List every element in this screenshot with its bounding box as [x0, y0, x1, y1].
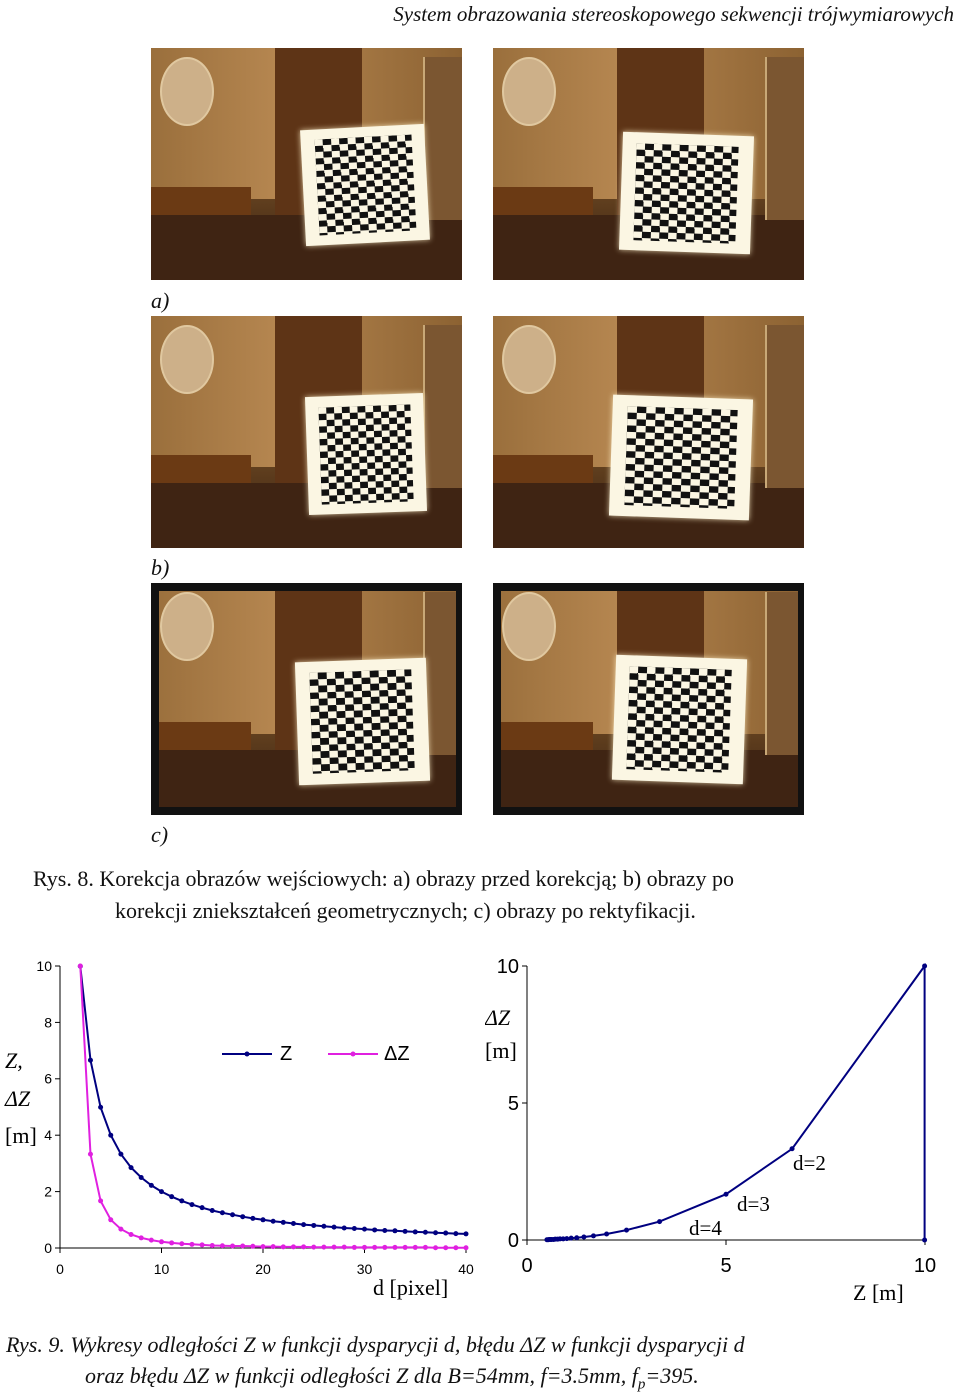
- data-point: [291, 1221, 296, 1226]
- data-point: [108, 1133, 113, 1138]
- data-point: [311, 1223, 316, 1228]
- figure9-caption-line2: [85, 1361, 699, 1399]
- data-point: [724, 1192, 729, 1197]
- data-point: [342, 1225, 347, 1230]
- data-point: [321, 1245, 326, 1250]
- data-point: [423, 1245, 428, 1250]
- data-point: [189, 1202, 194, 1207]
- data-point: [230, 1212, 235, 1217]
- label-c: c): [151, 822, 169, 847]
- legend-z: Z: [280, 1043, 293, 1065]
- data-point: [581, 1234, 586, 1239]
- data-point: [240, 1244, 245, 1249]
- data-point: [200, 1205, 205, 1210]
- data-point: [392, 1245, 397, 1250]
- data-point: [362, 1245, 367, 1250]
- data-point: [169, 1240, 174, 1245]
- data-point: [433, 1245, 438, 1250]
- photo-b-left: [151, 316, 462, 548]
- data-point: [332, 1225, 337, 1230]
- data-point: [98, 1105, 103, 1110]
- data-point: [271, 1219, 276, 1224]
- data-point: [159, 1239, 164, 1244]
- data-point: [382, 1228, 387, 1233]
- y-tick-label: 10: [36, 957, 52, 974]
- data-point: [413, 1245, 418, 1250]
- data-point: [129, 1165, 134, 1170]
- x-tick-label: 20: [255, 1261, 271, 1277]
- left-xlabel: d [pixel]: [373, 1275, 449, 1300]
- data-point: [382, 1245, 387, 1250]
- data-point: [210, 1208, 215, 1213]
- data-point: [169, 1194, 174, 1199]
- data-point: [129, 1232, 134, 1237]
- y-tick-label: 5: [507, 1093, 519, 1115]
- y-tick-label: 10: [496, 956, 519, 978]
- y-tick-label: 0: [507, 1230, 519, 1252]
- data-point: [352, 1245, 357, 1250]
- data-point: [301, 1244, 306, 1249]
- label-b: b): [151, 555, 170, 580]
- figure9-caption-sub: p: [637, 1376, 646, 1393]
- data-point: [569, 1236, 574, 1241]
- data-point: [453, 1245, 458, 1250]
- photo-a-right: [493, 48, 804, 280]
- right-ylabel-1: ΔZ: [485, 1005, 511, 1030]
- data-point: [453, 1231, 458, 1236]
- y-tick-label: 4: [44, 1127, 52, 1144]
- data-point: [118, 1152, 123, 1157]
- data-point: [464, 1231, 469, 1236]
- data-point: [301, 1222, 306, 1227]
- data-point: [179, 1198, 184, 1203]
- figure9-caption-line2-b: =395.: [645, 1363, 699, 1388]
- data-point: [372, 1245, 377, 1250]
- data-point: [261, 1217, 266, 1222]
- figure9-caption-line1: Rys. 9. Wykresy odległości Z w funkcji dysparycji d, błędu ΔZ w funkcji dysparycji d: [6, 1332, 745, 1357]
- x-tick-label: 10: [913, 1255, 937, 1277]
- data-point: [88, 1058, 93, 1063]
- data-point: [179, 1241, 184, 1246]
- x-tick-label: 5: [720, 1255, 732, 1277]
- y-tick-label: 8: [44, 1014, 52, 1031]
- data-point: [413, 1229, 418, 1234]
- data-point: [443, 1231, 448, 1236]
- data-point: [464, 1245, 469, 1250]
- data-point: [423, 1230, 428, 1235]
- data-point: [564, 1236, 569, 1241]
- chart-left: [0, 950, 480, 1300]
- data-point: [200, 1242, 205, 1247]
- data-point: [149, 1238, 154, 1243]
- y-tick-label: 6: [44, 1070, 52, 1087]
- photo-c-right: [493, 583, 804, 815]
- right-xlabel: Z [m]: [853, 1280, 904, 1305]
- data-point: [159, 1189, 164, 1194]
- left-ylabel-2: ΔZ: [5, 1086, 31, 1111]
- figure8-caption-line1: Rys. 8. Korekcja obrazów wejściowych: a) obrazy przed korekcją; b) obrazy po: [33, 866, 735, 891]
- data-point: [352, 1226, 357, 1231]
- data-point: [210, 1243, 215, 1248]
- label-a: a): [151, 288, 170, 313]
- data-point: [321, 1224, 326, 1229]
- data-point: [118, 1227, 123, 1232]
- left-ylabel-3: [m]: [5, 1123, 37, 1148]
- data-point: [261, 1244, 266, 1249]
- annotation-d4: d=4: [689, 1216, 722, 1240]
- data-point: [372, 1227, 377, 1232]
- data-point: [362, 1227, 367, 1232]
- data-point: [342, 1245, 347, 1250]
- x-tick-label: 0: [521, 1255, 533, 1277]
- x-tick-label: 40: [458, 1261, 474, 1277]
- x-tick-label: 10: [153, 1261, 170, 1277]
- photo-c-left: [151, 583, 462, 815]
- data-point: [281, 1220, 286, 1225]
- data-point: [392, 1228, 397, 1233]
- data-point: [922, 964, 927, 969]
- data-point: [88, 1152, 93, 1157]
- data-point: [220, 1210, 225, 1215]
- data-point: [220, 1243, 225, 1248]
- data-point: [250, 1216, 255, 1221]
- left-ylabel-1: Z,: [5, 1048, 23, 1073]
- series-line-1: [80, 966, 466, 1248]
- data-point: [332, 1245, 337, 1250]
- data-point: [591, 1233, 596, 1238]
- annotation-d2: d=2: [793, 1151, 826, 1175]
- data-point: [443, 1245, 448, 1250]
- data-point: [149, 1183, 154, 1188]
- chart-right: [485, 950, 955, 1305]
- data-point: [657, 1219, 662, 1224]
- data-point: [108, 1217, 113, 1222]
- data-point: [139, 1235, 144, 1240]
- x-tick-label: 0: [56, 1261, 64, 1277]
- figure9-caption-line2-a: oraz błędu ΔZ w funkcji odległości Z dla B=54mm, f=3.5mm, f: [85, 1363, 638, 1388]
- series-line-0: [80, 966, 466, 1234]
- legend-dz: ΔZ: [384, 1043, 410, 1065]
- photo-a-left: [151, 48, 462, 280]
- data-point: [139, 1175, 144, 1180]
- x-tick-label: 30: [356, 1261, 373, 1277]
- figure8-caption-line2: korekcji zniekształceń geometrycznych; c) obrazy po rektyfikacji.: [115, 898, 696, 923]
- y-tick-label: 2: [44, 1183, 52, 1200]
- photo-b-right: [493, 316, 804, 548]
- data-point: [78, 964, 83, 969]
- right-ylabel-2: [m]: [485, 1038, 517, 1063]
- data-point: [271, 1244, 276, 1249]
- data-point: [281, 1244, 286, 1249]
- data-point: [291, 1244, 296, 1249]
- annotation-d3: d=3: [737, 1192, 770, 1216]
- data-point: [403, 1229, 408, 1234]
- y-tick-label: 0: [44, 1239, 52, 1256]
- data-point: [230, 1244, 235, 1249]
- data-point: [403, 1245, 408, 1250]
- data-point: [604, 1231, 609, 1236]
- running-header: System obrazowania stereoskopowego sekwencji trójwymiarowych: [393, 2, 954, 26]
- data-point: [574, 1235, 579, 1240]
- data-point: [240, 1214, 245, 1219]
- data-point: [250, 1244, 255, 1249]
- data-point: [189, 1242, 194, 1247]
- data-point: [433, 1230, 438, 1235]
- data-point: [922, 1238, 927, 1243]
- data-point: [98, 1198, 103, 1203]
- data-point: [624, 1228, 629, 1233]
- series-line-0: [547, 966, 925, 1240]
- data-point: [311, 1245, 316, 1250]
